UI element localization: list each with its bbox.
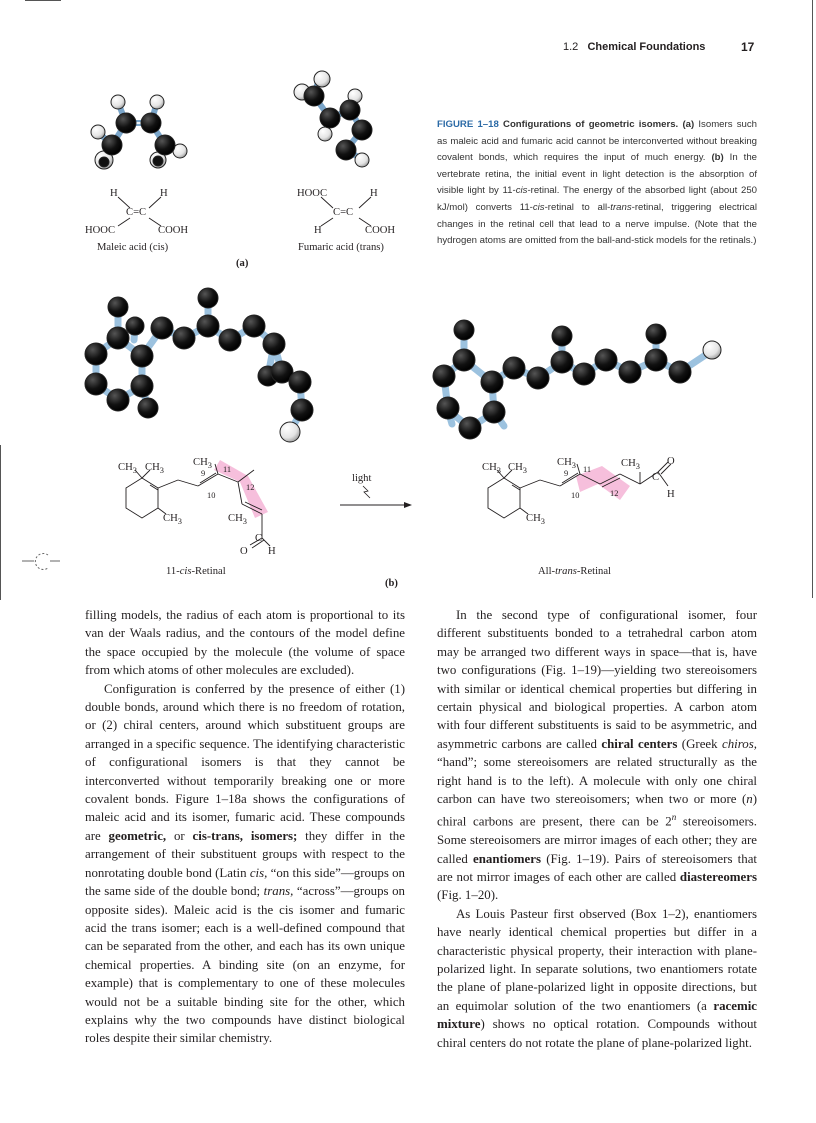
- light-label: light: [352, 473, 372, 484]
- cis-retinal-name: [166, 566, 226, 577]
- greek-chiros: chiros,: [722, 736, 757, 751]
- ch3-text: CH: [526, 513, 541, 524]
- section-title: Chemical Foundations: [587, 41, 706, 53]
- caption-cis: cis: [515, 185, 528, 197]
- caption-trans: trans: [610, 201, 632, 213]
- ch3-text: CH: [557, 457, 572, 468]
- page-number: 17: [741, 40, 755, 54]
- name-suffix: -Retinal: [191, 566, 226, 577]
- maleic-h-left: H: [110, 188, 118, 199]
- trans-c11: 11: [583, 465, 592, 474]
- caption-part-b-3: -retinal to all-: [544, 201, 611, 213]
- figure-title: Configurations of geometric isomers.: [503, 119, 679, 130]
- right-paragraph-2: [437, 905, 757, 1052]
- left-paragraph-2: [85, 680, 405, 1048]
- name-italic: trans: [555, 566, 577, 577]
- ch3-sub: 3: [571, 461, 576, 470]
- cis-oxygen: O: [240, 546, 248, 557]
- cis-c11: 11: [223, 465, 232, 474]
- text-run: ) chiral carbons are present, there can be 2: [437, 792, 757, 829]
- figure-label: FIGURE 1–18: [437, 119, 499, 130]
- maleic-acid-label: Maleic acid (cis): [97, 242, 169, 253]
- fumaric-h-left: H: [314, 225, 322, 236]
- maleic-h-right: H: [160, 188, 168, 199]
- right-paragraph-1: [437, 606, 757, 905]
- maleic-cooh-left: HOOC: [85, 225, 116, 236]
- trans-c12: 12: [610, 489, 619, 498]
- light-arrow: [340, 473, 412, 508]
- ch3-sub: 3: [132, 466, 137, 475]
- caption-part-b-1: In the vertebrate retina, the initial event in light detection is the absorption of visible light by 11-: [437, 152, 757, 197]
- cis-c12: 12: [246, 483, 255, 492]
- panel-a-label: (a): [236, 258, 249, 269]
- latin-trans: trans,: [263, 884, 294, 899]
- fumaric-acid-ball-and-stick-model: [294, 71, 372, 167]
- left-paragraph-1: filling models, the radius of each atom is proportional to its van der Waals radius, and the contours of the model define the space occupied by the molecule (the volume of space from which atoms of other molecules are excluded).: [85, 608, 405, 678]
- cis-retinal-structure: [126, 460, 270, 548]
- text-run: or: [166, 828, 193, 843]
- cis-c10: 10: [207, 491, 216, 500]
- cis-ch3-d: [163, 513, 182, 526]
- ch3-text: CH: [508, 462, 523, 473]
- text-run: “hand”; some stereoisomers are related structurally as the right hand is to the left). A molecule with only one chiral carbon can have two stereoisomers; when two or more (: [437, 755, 757, 807]
- text-run: (Fig. 1–19). Pairs of stereoisomers that are not mirror images of each other are called: [437, 851, 757, 884]
- trans-carbon: C: [652, 472, 660, 483]
- cis-ch3-a: [118, 462, 137, 475]
- panel-b-label: (b): [385, 578, 398, 589]
- section-number: 1.2: [563, 41, 579, 53]
- trans-ch3-a: [482, 462, 501, 475]
- name-italic: cis: [179, 566, 192, 577]
- right-column: [437, 606, 757, 1052]
- maleic-acid-structure: [85, 188, 188, 253]
- caption-part-a: Isomers such as maleic acid and fumaric acid cannot be interconverted without breaking covalent bonds, which requires the input of much energy.: [437, 119, 757, 164]
- text-run: “on this side”—groups on the same side of the double bond;: [85, 865, 405, 899]
- ch3-text: CH: [163, 513, 178, 524]
- ch3-text: CH: [228, 513, 243, 524]
- term-cis-trans: cis-trans, isomers;: [192, 828, 298, 843]
- cis-retinal-ball-and-stick-model: [85, 288, 313, 442]
- light-squiggle-icon: [363, 486, 370, 498]
- fumaric-cooh-left: HOOC: [297, 188, 328, 199]
- left-column: [85, 606, 405, 1048]
- maleic-acid-ball-and-stick-model: [91, 95, 187, 169]
- trans-hydrogen: H: [667, 489, 675, 500]
- ch3-sub: 3: [496, 466, 501, 475]
- text-run: they differ in the arrangement of their substituent groups with respect to the nonrotating double bond (Latin: [85, 828, 405, 880]
- caption-cis-2: cis: [532, 201, 545, 213]
- text-run: stereoisomers. Some stereoisomers are mirror images of each other; they are called: [437, 814, 758, 866]
- cis-carbon: C: [255, 533, 263, 544]
- trans-retinal-name: [538, 566, 611, 577]
- cis-ch3-b: [145, 462, 164, 475]
- name-suffix: -Retinal: [576, 566, 611, 577]
- text-run: (Fig. 1–20).: [437, 888, 499, 903]
- caption-marker-b: (b): [711, 152, 724, 164]
- cis-c9: 9: [201, 469, 206, 478]
- maleic-cooh-right: COOH: [158, 225, 189, 236]
- trans-retinal-ball-and-stick-model: [433, 320, 721, 439]
- ch3-text: CH: [118, 462, 133, 473]
- text-run: In the second type of configurational isomer, four different substituents bonded to a tetrahedral carbon atom may be arranged two different ways in space—that is, have two configurations (Fig. 1–19)—yielding two stereoisomers with similar or identical chemical properties but differing in certain physical and biological properties. A carbon atom with four different substituents is said to be asymmetric, and asymmetric carbons are called: [437, 608, 757, 751]
- ch3-sub: 3: [242, 517, 247, 526]
- fumaric-cooh-right: COOH: [365, 225, 396, 236]
- trans-ch3-e: [526, 513, 545, 526]
- trans-oxygen: O: [667, 456, 675, 467]
- ch3-text: CH: [193, 457, 208, 468]
- ch3-sub: 3: [177, 517, 182, 526]
- ch3-sub: 3: [540, 517, 545, 526]
- term-geometric: geometric,: [108, 828, 167, 843]
- text-run: (Greek: [677, 736, 723, 751]
- caption-marker-a: (a): [682, 119, 695, 130]
- latin-cis: cis,: [249, 865, 268, 880]
- term-chiral-centers: chiral centers: [601, 736, 678, 751]
- term-diastereomers: diastereomers: [679, 869, 757, 884]
- arrow-head-icon: [404, 502, 412, 508]
- ch3-sub: 3: [522, 466, 527, 475]
- name-prefix: 11-: [166, 566, 180, 577]
- trans-ch3-d: [621, 458, 640, 471]
- fumaric-acid-structure: [297, 188, 395, 253]
- fumaric-acid-label: Fumaric acid (trans): [298, 242, 384, 253]
- cis-ch3-e: [228, 513, 247, 526]
- term-enantiomers: enantiomers: [472, 851, 542, 866]
- ch3-text: CH: [621, 458, 636, 469]
- math-superscript-n: n: [671, 812, 677, 823]
- trans-retinal-labels: [482, 456, 675, 526]
- caption-part-b-2: -retinal. The energy of the absorbed light (about 250 kJ/mol) converts 11-: [437, 185, 757, 213]
- caption-part-b-4: -retinal, triggering electrical changes in the retinal cell that lead to a nerve impulse. (Note that the hydrogen atoms are omitted from the ball-and-stick models for the retinals.): [437, 201, 758, 247]
- trans-c9: 9: [564, 469, 569, 478]
- text-run: “across”—groups on opposite sides). Maleic acid is the cis isomer and fumaric acid the trans isomer; each is a well-defined compound that can be separated from the other, and each has its own unique chemical properties. A binding site (on an enzyme, for example) that is complementary to one of these molecules would not be a suitable binding site for the other, which explains why the two compounds have distinct biological roles despite their similar chemistry.: [85, 884, 405, 1046]
- term-racemic-mixture: racemic mixture: [437, 998, 757, 1032]
- text-run: As Louis Pasteur first observed (Box 1–2), enantiomers have nearly identical chemical properties but differ in a characteristic physical property, their interaction with plane-polarized light. In separate solutions, two enantiomers rotate the plane of plane-polarized light in opposite directions, but an equimolar solution of the two enantiomers (a: [437, 906, 757, 1013]
- fumaric-double-bond: C=C: [333, 207, 354, 218]
- ch3-sub: 3: [207, 461, 212, 470]
- ch3-sub: 3: [159, 466, 164, 475]
- name-prefix: All-: [538, 566, 556, 577]
- fumaric-h-right: H: [370, 188, 378, 199]
- math-n: n: [746, 792, 753, 807]
- text-run: Configuration is conferred by the presence of either (1) double bonds, around which there is no freedom of rotation, or (2) chiral centers, around which substituent groups are arranged in a specific sequence. The identifying characteristic of configurational isomers is that they cannot be interconverted without temporarily breaking one or more covalent bonds. Figure 1–18a shows the configurations of maleic acid and its isomer, fumaric acid. These compounds are: [85, 681, 405, 843]
- ch3-text: CH: [482, 462, 497, 473]
- text-run: ) shows no optical rotation. Compounds without chiral centers do not rotate the plane of plane-polarized light.: [437, 1017, 757, 1050]
- maleic-double-bond: C=C: [126, 207, 147, 218]
- trans-ch3-b: [508, 462, 527, 475]
- ch3-text: CH: [145, 462, 160, 473]
- cis-hydrogen: H: [268, 546, 276, 557]
- ch3-sub: 3: [635, 462, 640, 471]
- trans-c10: 10: [571, 491, 580, 500]
